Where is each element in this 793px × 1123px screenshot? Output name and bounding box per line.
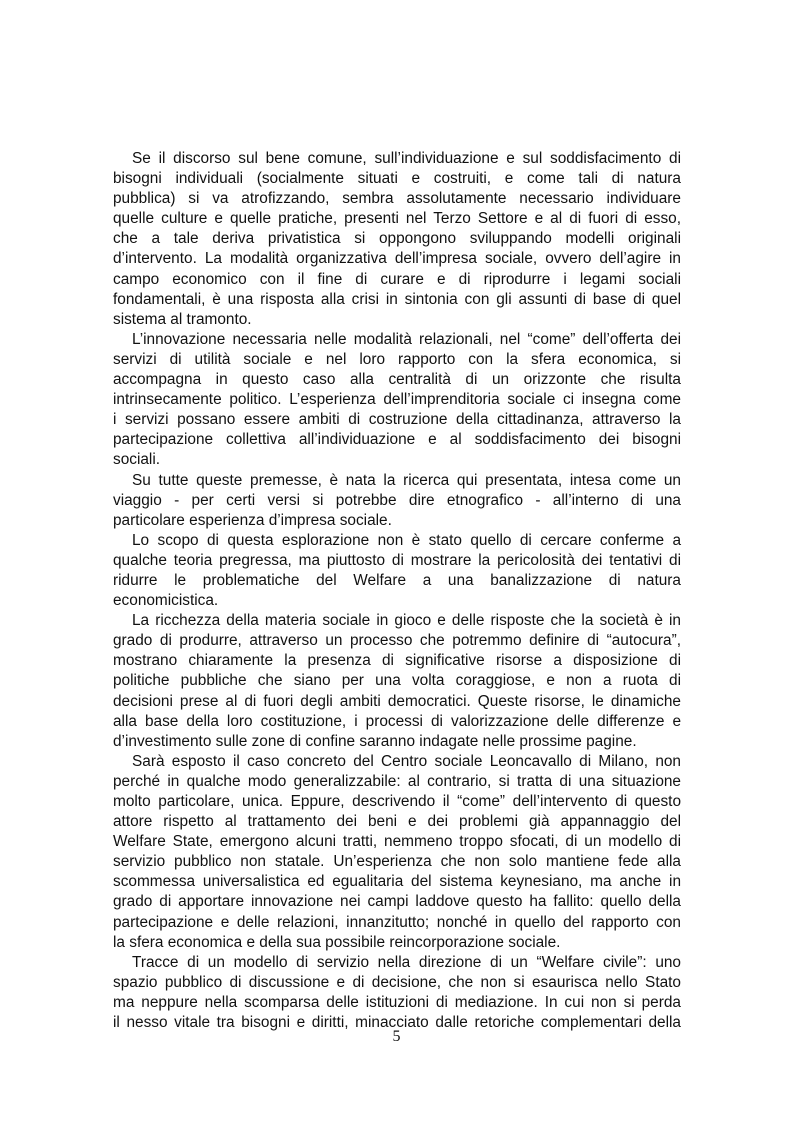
text-line: sistema al tramonto. xyxy=(113,310,252,328)
text-line: campo economico con il fine di curare e di riprodurre i legami sociali xyxy=(113,270,681,288)
text-line: Se il discorso sul bene comune, sull’individuazione e sul soddisfacimento di xyxy=(132,150,681,167)
text-line: sociali. xyxy=(113,451,161,469)
text-line: qualche teoria pregressa, ma piuttosto di mostrare la pericolosità dei tentativi di xyxy=(113,551,681,569)
text-line: d’investimento sulle zone di confine saranno indagate nelle prossime pagine. xyxy=(113,732,637,750)
text-line: servizi di utilità sociale e nel loro rapporto con la sfera economica, si xyxy=(113,350,681,368)
text-line: La ricchezza della materia sociale in gioco e delle risposte che la società è in xyxy=(132,612,681,630)
text-line: Lo scopo di questa esplorazione non è stato quello di cercare conferme a xyxy=(132,531,681,549)
text-line: d’intervento. La modalità organizzativa dell’impresa sociale, ovvero dell’agire in xyxy=(113,250,681,268)
text-line: politiche pubbliche che siano per una volta coraggiose, e non a ruota di xyxy=(113,672,681,690)
text-line: bisogni individuali (socialmente situati e costruiti, e come tali di natura xyxy=(113,170,681,188)
text-line: grado di produrre, attraverso un processo che potremmo definire di “autocura”, xyxy=(113,632,681,650)
text-line: partecipazione e delle relazioni, innanzitutto; nonché in quello del rapporto con xyxy=(113,913,681,931)
text-line: Su tutte queste premesse, è nata la ricerca qui presentata, intesa come un xyxy=(132,471,681,489)
text-line: la sfera economica e della sua possibile reincorporazione sociale. xyxy=(113,933,561,951)
text-line: Tracce di un modello di servizio nella direzione di un “Welfare civile”: uno xyxy=(132,953,681,971)
body-text xyxy=(113,149,681,1033)
text-line: molto particolare, unica. Eppure, descrivendo il “come” dell’intervento di questo xyxy=(113,793,681,810)
text-line: fondamentali, è una risposta alla crisi in sintonia con gli assunti di base di quel xyxy=(113,290,681,308)
text-line: grado di apportare innovazione nei campi laddove questo ha fallito: quello della xyxy=(113,893,681,911)
text-line: accompagna in questo caso alla centralità di un orizzonte che risulta xyxy=(113,371,681,389)
text-line: perché in qualche modo generalizzabile: al contrario, si tratta di una situazione xyxy=(113,772,681,790)
text-line: servizio pubblico non statale. Un’esperienza che non solo mantiene fede alla xyxy=(113,853,681,871)
text-line: decisioni prese al di fuori degli ambiti democratici. Queste risorse, le dinamiche xyxy=(113,692,681,710)
text-line: L’innovazione necessaria nelle modalità relazionali, nel “come” dell’offerta dei xyxy=(132,330,681,348)
text-line: il nesso vitale tra bisogni e diritti, minacciato dalle retoriche complementari della xyxy=(113,1014,681,1032)
text-line: Sarà esposto il caso concreto del Centro sociale Leoncavallo di Milano, non xyxy=(132,752,681,770)
text-line: ridurre le problematiche del Welfare a una banalizzazione di natura xyxy=(113,571,681,589)
text-line: particolare esperienza d’impresa sociale. xyxy=(113,511,392,529)
text-line: viaggio - per certi versi si potrebbe dire etnografico - all’interno di una xyxy=(113,491,681,509)
text-line: intrinsecamente politico. L’esperienza dell’imprenditoria sociale ci insegna come xyxy=(113,391,681,409)
text-line: partecipazione collettiva all’individuazione e al soddisfacimento dei bisogni xyxy=(113,431,681,449)
page-number: 5 xyxy=(392,1028,401,1045)
text-line: Welfare State, emergono alcuni tratti, nemmeno troppo sfocati, di un modello di xyxy=(113,833,681,851)
text-line: quelle culture e quelle pratiche, presenti nel Terzo Settore e al di fuori di esso, xyxy=(113,210,681,228)
text-line: mostrano chiaramente la presenza di significative risorse a disposizione di xyxy=(113,652,681,670)
text-line: che a tale deriva privatistica si oppongono sviluppando modelli originali xyxy=(113,230,681,248)
text-line: ma neppure nella scomparsa delle istituzioni di mediazione. In cui non si perda xyxy=(113,993,681,1011)
text-line: i servizi possano essere ambiti di costruzione della cittadinanza, attraverso la xyxy=(113,411,681,429)
text-line: scommessa universalistica ed egualitaria del sistema keynesiano, ma anche in xyxy=(113,873,681,891)
text-line: attore rispetto al trattamento dei beni e dei problemi già appannaggio del xyxy=(113,813,681,831)
text-line: pubblica) si va atrofizzando, sembra assolutamente necessario individuare xyxy=(113,190,681,208)
text-line: spazio pubblico di discussione e di decisione, che non si esaurisca nello Stato xyxy=(113,973,681,991)
text-line: alla base della loro costituzione, i processi di valorizzazione delle differenze e xyxy=(113,712,681,730)
text-line: economicistica. xyxy=(113,592,219,610)
